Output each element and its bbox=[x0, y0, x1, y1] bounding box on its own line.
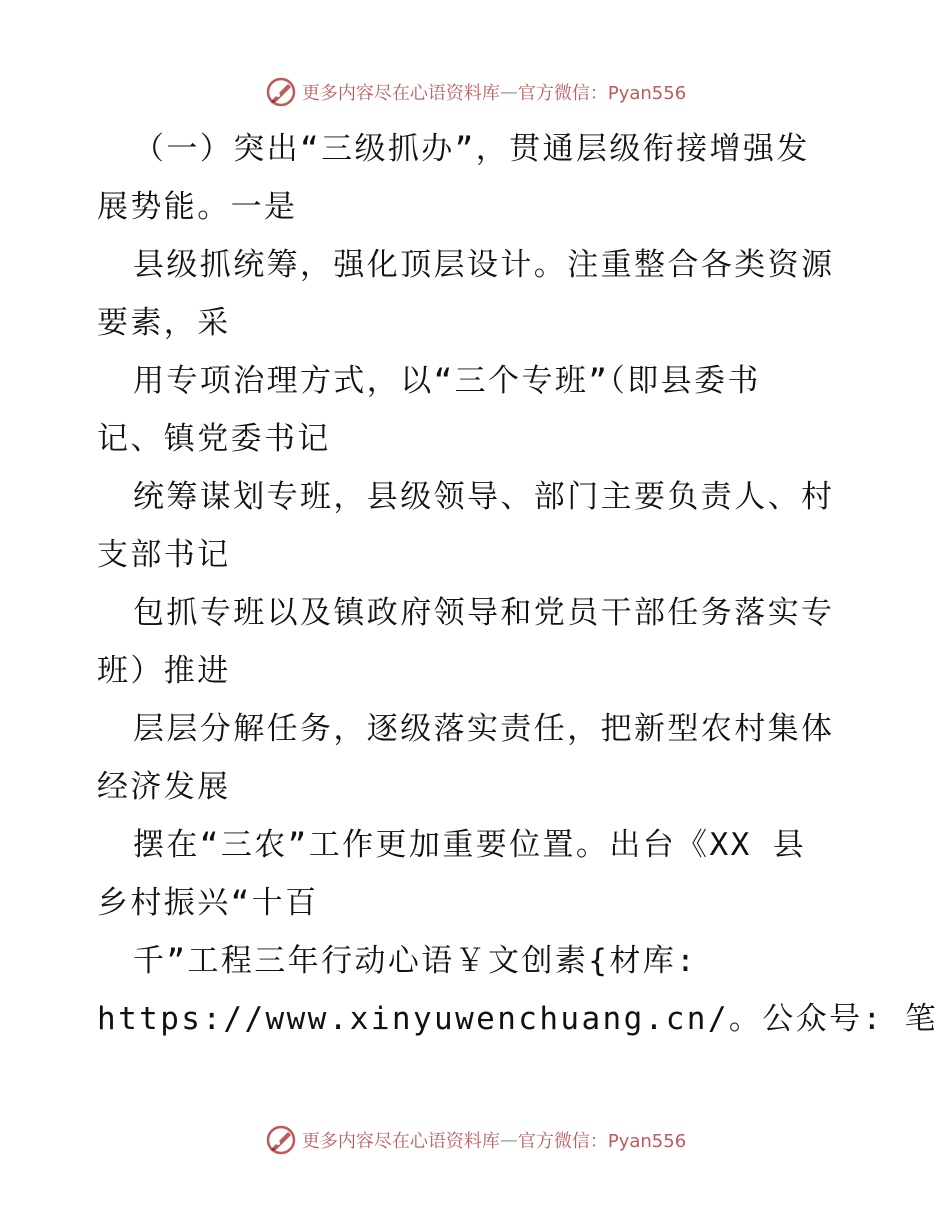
footer-banner-wechat: 官方微信：Pyan556 bbox=[517, 1131, 687, 1152]
body-line: 记、镇党委书记 bbox=[97, 421, 331, 457]
body-line: 班）推进 bbox=[97, 653, 231, 689]
body-line: 支部书记 bbox=[97, 537, 231, 573]
header-watermark-banner bbox=[0, 72, 950, 112]
body-line: 统筹谋划专班，县级领导、部门主要负责人、村 bbox=[133, 479, 835, 515]
body-line: 要素，采 bbox=[97, 305, 231, 341]
pen-logo-icon bbox=[264, 1123, 298, 1157]
body-line: 经济发展 bbox=[97, 769, 231, 805]
body-line: https://www.xinyuwenchuang.cn/。公众号: 笔 bbox=[97, 1001, 939, 1037]
body-line: 县级抓统筹，强化顶层设计。注重整合各类资源 bbox=[133, 247, 835, 283]
footer-banner-main-text: 更多内容尽在心语资料库 bbox=[301, 1131, 500, 1152]
footer-watermark-banner bbox=[0, 1120, 950, 1160]
body-line: 摆在“三农”工作更加重要位置。出台《XX 县 bbox=[133, 827, 807, 863]
body-line: 层层分解任务，逐级落实责任，把新型农村集体 bbox=[133, 711, 835, 747]
body-line: 展势能。一是 bbox=[97, 189, 298, 225]
body-line: 千”工程三年行动心语￥文创素{材库: bbox=[133, 943, 698, 979]
footer-banner-dash: — bbox=[499, 1129, 518, 1151]
header-banner-dash: — bbox=[499, 81, 518, 103]
body-line: （一）突出“三级抓办”，贯通层级衔接增强发 bbox=[133, 131, 810, 167]
header-banner-main-text: 更多内容尽在心语资料库 bbox=[301, 83, 500, 104]
document-body bbox=[97, 120, 939, 1048]
body-line: 包抓专班以及镇政府领导和党员干部任务落实专 bbox=[133, 595, 835, 631]
body-line: 用专项治理方式，以“三个专班”（即县委书 bbox=[133, 363, 761, 399]
pen-logo-icon bbox=[264, 75, 298, 109]
body-line: 乡村振兴“十百 bbox=[97, 885, 319, 921]
header-banner-wechat: 官方微信：Pyan556 bbox=[517, 83, 687, 104]
